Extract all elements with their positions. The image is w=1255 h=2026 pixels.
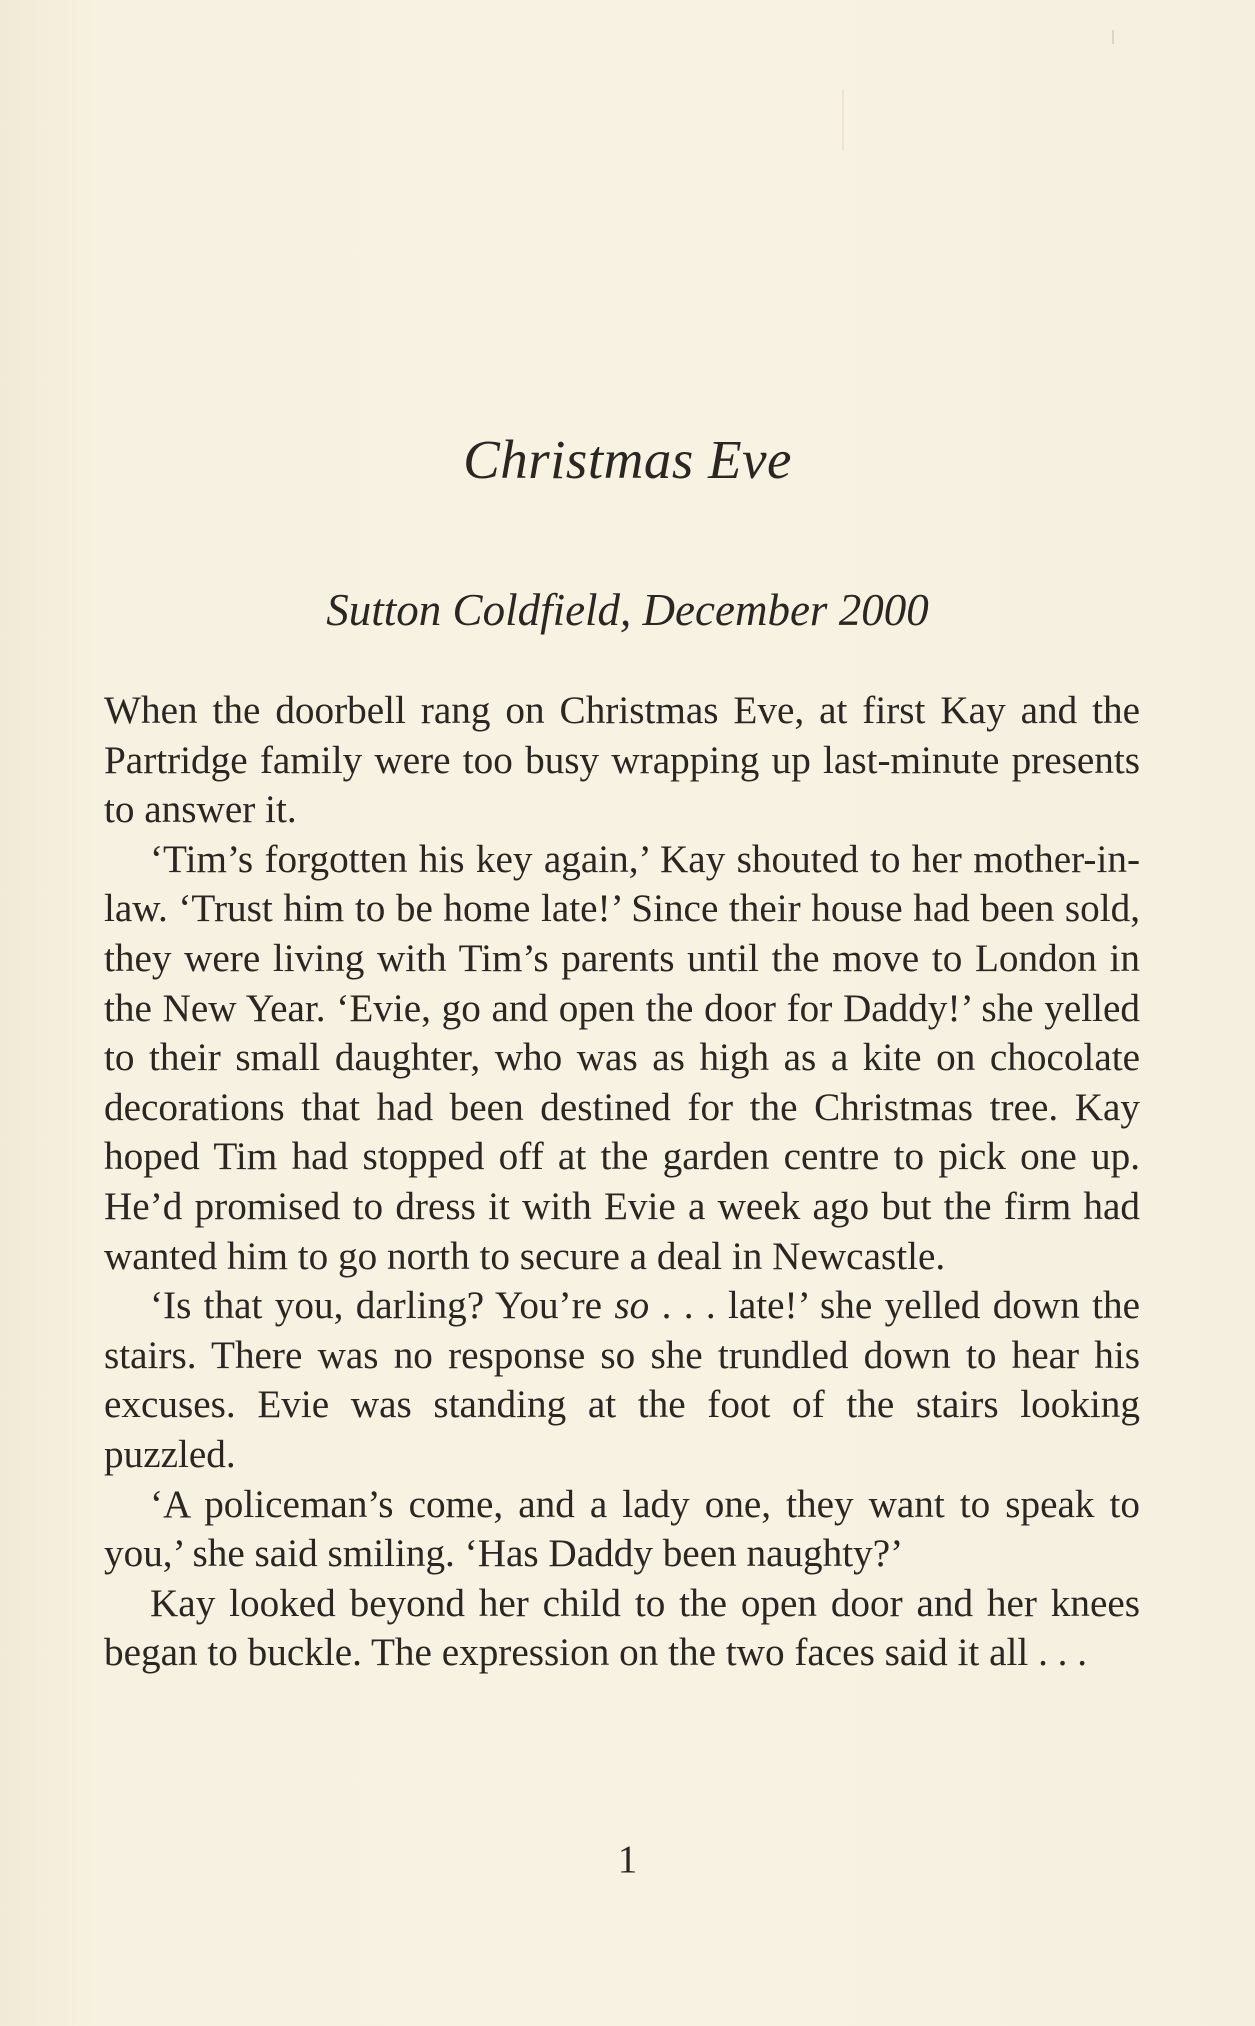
body-text: [104, 686, 1140, 1678]
page-number: 1: [617, 1838, 638, 1881]
paragraph: ‘A policeman’s come, and a lady one, they want to speak to you,’ she said smiling. ‘Has Daddy been naughty?’: [104, 1482, 1140, 1576]
paragraph: When the doorbell rang on Christmas Eve, at first Kay and the Partridge family were too busy wrapping up last-minute presents to answer it.: [104, 689, 1140, 832]
chapter-title: Christmas Eve: [463, 429, 792, 490]
paragraph: Kay looked beyond her child to the open door and her knees began to buckle. The expression on the two faces said it all . . .: [104, 1581, 1140, 1675]
emphasis-text: so: [614, 1284, 650, 1328]
paragraph-text: . . . late!’ she yelled down the stairs. There was no response so she trundled down to hear his excuses. Evie was standing at the foot of the stairs looking puzzled.: [104, 1284, 1141, 1476]
chapter-subtitle: Sutton Coldfield, December 2000: [326, 585, 929, 635]
paragraph: [104, 1281, 1140, 1479]
paper-mark: [842, 90, 844, 150]
paragraph: ‘Tim’s forgotten his key again,’ Kay shouted to her mother-in-law. ‘Trust him to be home late!’ Since their house had been sold, they were living with Tim’s parents until the move to London in the New Year. ‘Evie, go and open the door for Daddy!’ she yelled to their small daughter, who was as high as a kite on chocolate decorations that had been destined for the Christmas tree. Kay hoped Tim had stopped off at the garden centre to pick one up. He’d promised to dress it with Evie a week ago but the firm had wanted him to go north to secure a deal in Newcastle.: [104, 837, 1140, 1278]
paper-mark: [1112, 30, 1114, 44]
paragraph-text: ‘Is that you, darling? You’re: [150, 1284, 615, 1328]
